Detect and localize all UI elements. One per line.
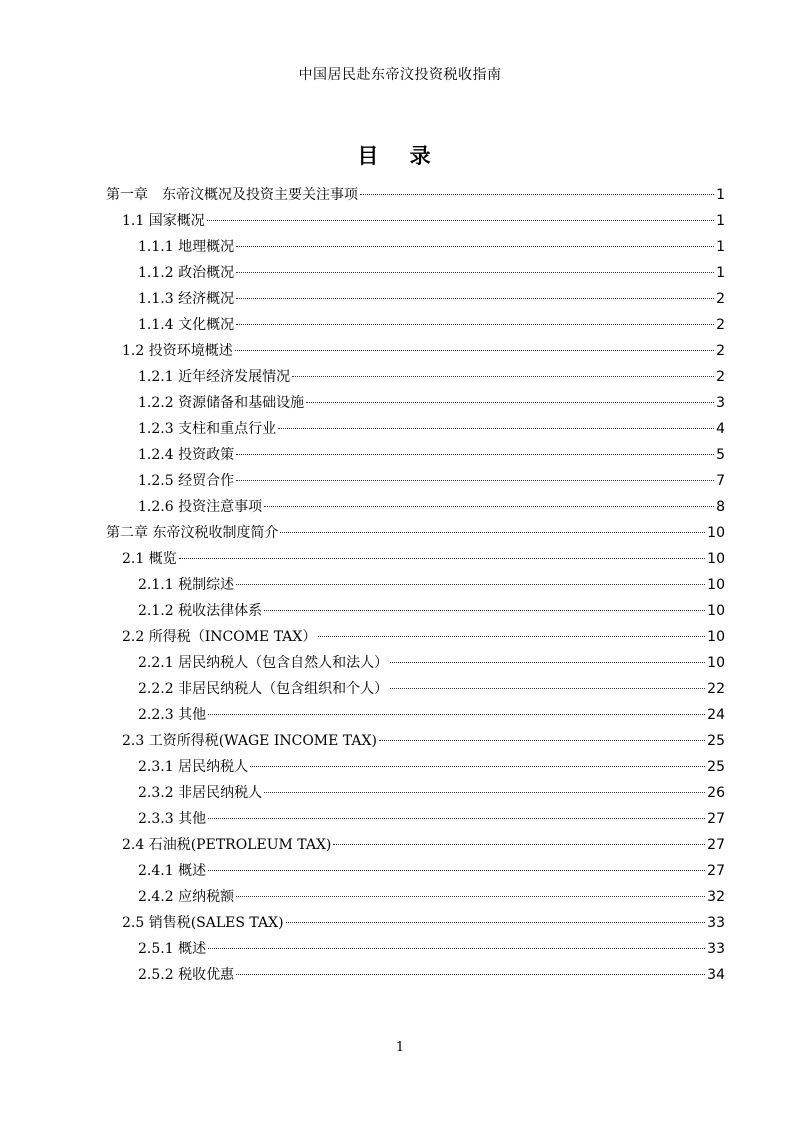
toc-entry-label: 1.2 投资环境概述: [122, 343, 233, 359]
dot-leader: [236, 584, 705, 585]
toc-entry-label: 2.4 石油税(PETROLEUM TAX): [122, 837, 332, 853]
toc-entry[interactable]: [138, 884, 725, 910]
toc-entry-label: 2.5.1 概述: [138, 941, 207, 957]
toc-entry-page: 2: [716, 343, 725, 359]
toc-entry-page: 3: [716, 395, 725, 411]
toc-entry-label: 2.2.1 居民纳税人（包含自然人和法人）: [138, 655, 389, 671]
dot-leader: [280, 532, 705, 533]
dot-leader: [278, 428, 714, 429]
toc-entry-label: 2.5 销售税(SALES TAX): [122, 915, 284, 931]
toc-entry-page: 5: [716, 447, 725, 463]
toc-entry-label: 1.1.1 地理概况: [138, 239, 235, 255]
toc-entry-page: 27: [707, 837, 725, 853]
toc-entry[interactable]: [122, 208, 725, 234]
toc-entry-page: 10: [707, 603, 725, 619]
toc-entry-label: 1.2.1 近年经济发展情况: [138, 369, 291, 385]
toc-entry-page: 26: [707, 785, 725, 801]
toc-entry-label: 第二章 东帝汶税收制度简介: [106, 525, 279, 541]
toc-entry-page: 4: [716, 421, 725, 437]
dot-leader: [333, 844, 705, 845]
toc-entry[interactable]: [138, 390, 725, 416]
toc-entry-label: 2.1.2 税收法律体系: [138, 603, 263, 619]
toc-entry-page: 27: [707, 811, 725, 827]
toc-entry-page: 24: [707, 707, 725, 723]
toc-entry-label: 1.1.2 政治概况: [138, 265, 235, 281]
dot-leader: [236, 272, 714, 273]
toc-entry[interactable]: [106, 520, 725, 546]
toc-entry[interactable]: [122, 910, 725, 936]
dot-leader: [264, 610, 705, 611]
dot-leader: [236, 896, 705, 897]
dot-leader: [250, 766, 705, 767]
dot-leader: [236, 454, 714, 455]
toc-entry-label: 1.2.4 投资政策: [138, 447, 235, 463]
toc-entry-page: 8: [716, 499, 725, 515]
toc-entry-page: 33: [707, 941, 725, 957]
toc-entry[interactable]: [122, 624, 725, 650]
toc-entry-page: 1: [716, 265, 725, 281]
toc-entry-page: 33: [707, 915, 725, 931]
toc-entry-page: 27: [707, 863, 725, 879]
toc-entry-page: 10: [707, 551, 725, 567]
dot-leader: [236, 298, 714, 299]
toc-entry-label: 1.2.2 资源储备和基础设施: [138, 395, 305, 411]
dot-leader: [236, 480, 714, 481]
toc-entry-label: 2.5.2 税收优惠: [138, 967, 235, 983]
toc-entry-page: 10: [707, 577, 725, 593]
dot-leader: [390, 662, 705, 663]
toc-entry[interactable]: [138, 962, 725, 988]
toc-entry-label: 2.2.3 其他: [138, 707, 207, 723]
toc-entry[interactable]: [138, 754, 725, 780]
toc-entry-page: 25: [707, 759, 725, 775]
dot-leader: [235, 350, 714, 351]
toc-entry[interactable]: [122, 832, 725, 858]
toc-entry-page: 1: [716, 239, 725, 255]
toc-entry[interactable]: [138, 598, 725, 624]
dot-leader: [292, 376, 714, 377]
toc-entry[interactable]: [138, 468, 725, 494]
dot-leader: [208, 870, 705, 871]
toc-entry[interactable]: [138, 260, 725, 286]
document-header: 中国居民赴东帝汶投资税收指南: [298, 67, 502, 83]
toc-entry-page: 2: [716, 317, 725, 333]
toc-entry-label: 2.3.3 其他: [138, 811, 207, 827]
toc-entry[interactable]: [138, 780, 725, 806]
dot-leader: [179, 558, 705, 559]
toc-entry[interactable]: [122, 338, 725, 364]
dot-leader: [236, 246, 714, 247]
toc-entry[interactable]: [138, 234, 725, 260]
page-number: 1: [395, 1040, 405, 1055]
toc-entry-label: 2.1 概览: [122, 551, 177, 567]
toc-entry-page: 10: [707, 629, 725, 645]
toc-entry-page: 7: [716, 473, 725, 489]
dot-leader: [306, 402, 714, 403]
toc-entry[interactable]: [138, 364, 725, 390]
dot-leader: [318, 636, 705, 637]
dot-leader: [236, 974, 705, 975]
dot-leader: [207, 220, 714, 221]
toc-entry-label: 2.4.2 应纳税额: [138, 889, 235, 905]
toc-entry-label: 第一章 东帝汶概况及投资主要关注事项: [106, 187, 358, 203]
toc-entry[interactable]: [138, 416, 725, 442]
toc-entry-label: 2.4.1 概述: [138, 863, 207, 879]
toc-entry-label: 1.2.5 经贸合作: [138, 473, 235, 489]
toc-entry-label: 2.1.1 税制综述: [138, 577, 235, 593]
toc-entry-page: 10: [707, 525, 725, 541]
dot-leader: [286, 922, 706, 923]
toc-entry-label: 1.2.6 投资注意事项: [138, 499, 263, 515]
toc-entry[interactable]: [138, 858, 725, 884]
toc-entry-label: 1.1.3 经济概况: [138, 291, 235, 307]
toc-entry[interactable]: [138, 676, 725, 702]
toc-entry[interactable]: [138, 312, 725, 338]
dot-leader: [390, 688, 705, 689]
toc-entry[interactable]: [138, 286, 725, 312]
dot-leader: [379, 740, 705, 741]
dot-leader: [208, 714, 705, 715]
toc-entry-page: 10: [707, 655, 725, 671]
toc-entry-label: 2.3.1 居民纳税人: [138, 759, 249, 775]
toc-entry[interactable]: [138, 494, 725, 520]
toc-entry[interactable]: [138, 936, 725, 962]
toc-entry[interactable]: [138, 442, 725, 468]
toc-entry[interactable]: [122, 546, 725, 572]
dot-leader: [208, 818, 705, 819]
toc-entry[interactable]: [138, 650, 725, 676]
toc-title: 目 录: [357, 144, 443, 168]
dot-leader: [360, 194, 714, 195]
toc-entry[interactable]: [138, 572, 725, 598]
toc-entry-label: 2.2.2 非居民纳税人（包含组织和个人）: [138, 681, 389, 697]
dot-leader: [208, 948, 705, 949]
toc-entry-page: 22: [707, 681, 725, 697]
toc-entry-page: 1: [716, 187, 725, 203]
toc-entry-page: 32: [707, 889, 725, 905]
dot-leader: [264, 792, 705, 793]
toc-entry[interactable]: [122, 728, 725, 754]
toc-entry[interactable]: [106, 182, 725, 208]
toc-entry-label: 2.3.2 非居民纳税人: [138, 785, 263, 801]
toc-entry-page: 2: [716, 291, 725, 307]
dot-leader: [236, 324, 714, 325]
toc-entry-label: 1.2.3 支柱和重点行业: [138, 421, 277, 437]
toc-entry[interactable]: [138, 702, 725, 728]
toc-entry-label: 2.2 所得税（INCOME TAX）: [122, 629, 317, 645]
toc-entry-label: 1.1.4 文化概况: [138, 317, 235, 333]
toc-entry-label: 2.3 工资所得税(WAGE INCOME TAX): [122, 733, 377, 749]
toc-entry-page: 1: [716, 213, 725, 229]
toc-entry-page: 25: [707, 733, 725, 749]
toc-entry-page: 2: [716, 369, 725, 385]
toc-entry-label: 1.1 国家概况: [122, 213, 205, 229]
toc-entry-page: 34: [707, 967, 725, 983]
dot-leader: [264, 506, 714, 507]
toc-entry[interactable]: [138, 806, 725, 832]
